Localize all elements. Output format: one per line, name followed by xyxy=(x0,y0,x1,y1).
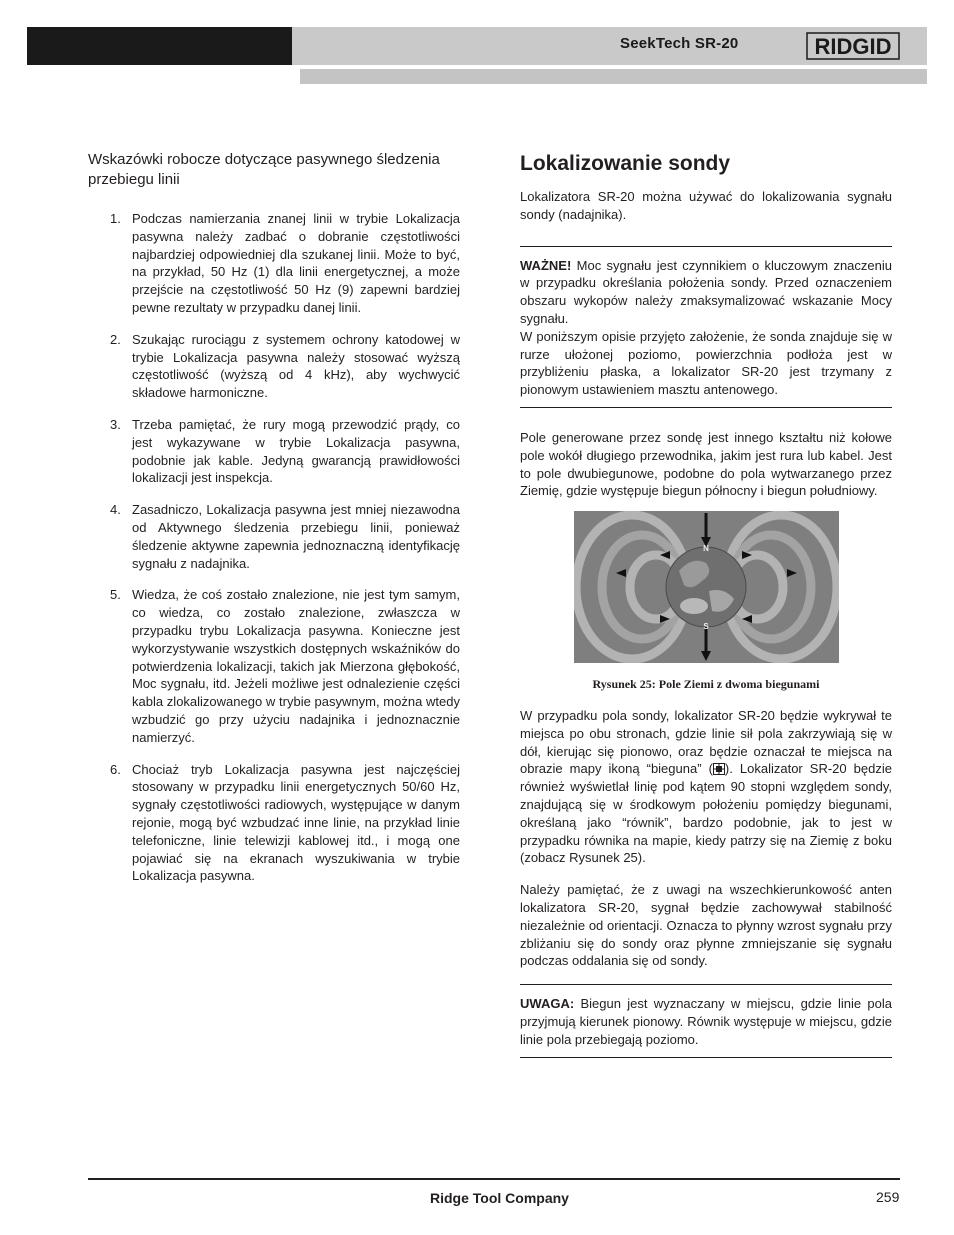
footer-company: Ridge Tool Company xyxy=(430,1190,569,1206)
note-label: UWAGA: xyxy=(520,996,575,1012)
left-heading: Wskazówki robocze dotyczące pasywnego śledzenia przebiegu linii xyxy=(88,151,440,188)
pole-paragraph xyxy=(520,707,892,867)
divider xyxy=(520,984,892,985)
omni-paragraph: Należy pamiętać, że z uwagi na wszechkierunkowość anten lokalizatora SR-20, sygnał będzie zachowywał stabilność niezależnie od orientacji. Oznacza to płynny wzrost sygnału przy zbliżaniu się do sondy oraz płynne zmniejszanie się sygnału podczas oddalania się od sondy. xyxy=(520,882,892,969)
item-number: 3. xyxy=(110,416,121,432)
divider xyxy=(520,246,892,247)
list-item xyxy=(88,501,460,572)
list-item xyxy=(88,416,460,487)
ridgid-logo xyxy=(806,31,900,61)
north-label: N xyxy=(703,544,709,553)
tips-list xyxy=(88,210,460,885)
field-paragraph: Pole generowane przez sondę jest innego kształtu niż kołowe pole wokół długiego przewodnika, jakim jest rura lub kabel. Jest to pole dwubiegunowe, podobne do pola wytwarzanego przez Ziemię, gdzie występuje biegun północny i biegun południowy. xyxy=(520,429,892,499)
item-text: Podczas namierzania znanej linii w trybie Lokalizacja pasywna należy zadbać o dobranie częstotliwości najbardziej odpowiedniej dla szukanej linii. Może to być, na przykład, 50 Hz (1) dla linii energetycznej, a może przejście na częstotliwość 50 Hz (9) zapewni bardziej pewne rezultaty w przypadku danej linii. xyxy=(132,211,460,315)
right-column-lower xyxy=(520,707,892,1058)
figure-caption: Rysunek 25: Pole Ziemi z dwoma biegunami xyxy=(592,677,820,691)
header-lower-strip xyxy=(300,69,927,84)
item-text: Trzeba pamiętać, że rury mogą przewodzić prądy, co jest wykazywane w trybie Lokalizacja pasywna, podobnie jak kable. Jedyną gwarancją prawidłowości lokalizacji jest inspekcja. xyxy=(132,416,460,486)
item-number: 5. xyxy=(110,587,121,603)
divider xyxy=(520,407,892,408)
item-number: 1. xyxy=(110,211,121,226)
note-paragraph xyxy=(520,995,892,1048)
note-text: Biegun jest wyznaczany w miejscu, gdzie linie pola przyjmują kierunek pionowy. Równik występuje w miejscu, gdzie linie pola przebiegają poziomo. xyxy=(520,996,892,1047)
item-text: Szukając rurociągu z systemem ochrony katodowej w trybie Lokalizacja pasywna należy stosować wyższą częstotliwość (wyższą od 4 kHz), aby wychwycić składowe harmoniczne. xyxy=(132,331,460,401)
item-number: 2. xyxy=(110,331,121,347)
important-label: WAŻNE! xyxy=(520,257,572,273)
divider xyxy=(520,1057,892,1058)
left-column xyxy=(88,150,460,899)
item-text: Wiedza, że coś zostało znalezione, nie jest tym samym, co wiedza, co zostało znalezione, zwłaszcza w przypadku trybu Lokalizacja pasywna. Konieczne jest wykorzystywanie wszystkich dostępnych wskaźników do potwierdzenia lokalizacji, takich jak Mierzona głębokość, Moc sygnału, itd. Jeżeli możliwe jest odnalezienie części kabla zlokalizowanego w trybie pasywnym, można wtedy wzbudzić go przy użyciu nadajnika i jednoznacznie namierzyć. xyxy=(132,587,460,745)
intro-paragraph: Lokalizatora SR-20 można używać do lokalizowania sygnału sondy (nadajnika). xyxy=(520,189,892,222)
list-item xyxy=(88,210,460,317)
list-item xyxy=(88,331,460,402)
item-number: 4. xyxy=(110,502,121,518)
south-label: S xyxy=(703,622,709,631)
pole-icon xyxy=(713,763,725,775)
section-title: Lokalizowanie sondy xyxy=(520,152,731,175)
important-note xyxy=(520,257,892,328)
right-column xyxy=(520,150,892,500)
dipole-field-illustration xyxy=(574,511,839,663)
page-number: 259 xyxy=(876,1189,900,1205)
important-text: Moc sygnału jest czynnikiem o kluczowym znaczeniu w przypadku określania położenia sondy. Przed oznaczeniem obszaru wykopów należy zmaksymalizować wskazanie Mocy sygnału. xyxy=(520,257,892,326)
logo-text: RIDGID xyxy=(814,34,892,59)
assumption-paragraph: W poniższym opisie przyjęto założenie, że sonda znajduje się w rurze ułożonej poziomo, powierzchnia podłoża jest w przybliżeniu płaska, a lokalizator SR-20 jest trzymany z pionowym ustawieniem masztu antenowego. xyxy=(520,328,892,398)
list-item xyxy=(88,586,460,746)
footer-rule xyxy=(88,1178,900,1180)
pole-text-b: ). Lokalizator SR-20 będzie również wyświetlał linię pod kątem 90 stopni względem sondy, znajdującą się w środkowym położeniu pomiędzy biegunami, określaną jako “równik”, bardzo podobnie, jak to jest w przypadku równika na mapie, kiedy patrzy się na Ziemię z boku (zobacz Rysunek 25). xyxy=(520,761,892,866)
header-black-bar xyxy=(27,27,292,65)
item-text: Chociaż tryb Lokalizacja pasywna jest najczęściej stosowany w przypadku linii energetycznych 50/60 Hz, sygnały częstotliwości radiowych, występujące w danym rejonie, mogą być wzbudzać inne linie, na przykład linie telefoniczne, linie telewizji kablowej itd., i mogą one pojawiać się na ekranach wyszukiwania w trybie Lokalizacja pasywna. xyxy=(132,761,460,884)
product-title: SeekTech SR-20 xyxy=(620,35,739,52)
item-number: 6. xyxy=(110,761,121,777)
earth-dipole-figure xyxy=(574,511,839,663)
pole-text-a: W przypadku pola sondy, lokalizator SR-20 będzie wykrywał te miejsca po obu stronach, gdzie linie sił pola zakrzywiają się w dół, kierując się pionowo, oraz będzie oznaczał te miejsca na obrazie mapy ikoną “bieguna” ( xyxy=(520,708,892,777)
list-item xyxy=(88,761,460,886)
item-text: Zasadniczo, Lokalizacja pasywna jest mniej niezawodna od Aktywnego śledzenia przebiegu linii, ponieważ śledzenie aktywne zapewnia jednoznaczną identyfikację sygnału z nadajnika. xyxy=(132,502,460,571)
